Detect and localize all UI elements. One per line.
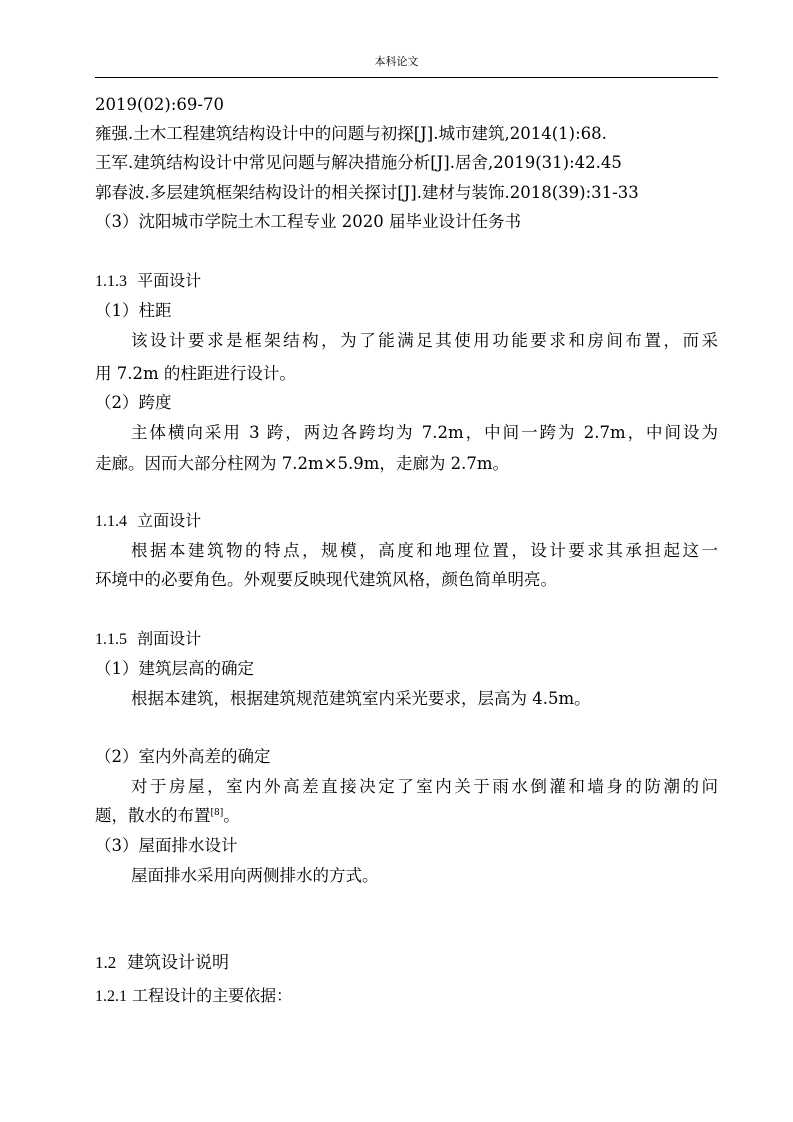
section-heading-1-1-5: [95, 629, 718, 650]
paragraph-line: 根据本建筑物的特点，规模，高度和地理位置，设计要求其承担起这一: [131, 541, 718, 560]
section-number: 1.1.4: [95, 513, 127, 530]
section-title: 剖面设计: [137, 629, 202, 648]
item-heading: （2）跨度: [95, 393, 172, 412]
paragraph-line: 根据本建筑，根据建筑规范建筑室内采光要求，层高为 4.5m。: [131, 689, 591, 708]
paragraph-line: 环境中的必要角色。外观要反映现代建筑风格，颜色简单明亮。: [95, 570, 557, 589]
section-heading-1-2: [95, 953, 718, 973]
section-number: 1.2.1: [95, 988, 127, 1005]
reference-line: 王军.建筑结构设计中常见问题与解决措施分析[J].居舍,2019(31):42.45: [95, 153, 622, 172]
section-title: 建筑设计说明: [127, 953, 230, 973]
paragraph-line: 走廊。因而大部分柱网为 7.2m×5.9m，走廊为 2.7m。: [95, 454, 509, 473]
reference-line: 雍强.土木工程建筑结构设计中的问题与初探[J].城市建筑,2014(1):68.: [95, 124, 607, 143]
section-heading-1-1-3: [95, 271, 718, 292]
section-number: 1.1.5: [95, 631, 127, 648]
item-heading: （1）建筑层高的确定: [95, 659, 254, 678]
paragraph-end: 。: [223, 806, 240, 825]
section-title: 工程设计的主要依据：: [132, 986, 293, 1005]
section-title: 立面设计: [137, 511, 202, 530]
section-heading-1-1-4: [95, 511, 718, 532]
header-rule: [95, 77, 718, 78]
section-title: 平面设计: [137, 271, 202, 290]
paragraph-text: 题，散水的布置: [95, 806, 211, 825]
reference-line: （3）沈阳城市学院土木工程专业 2020 届毕业设计任务书: [95, 212, 521, 231]
paragraph-line: [95, 806, 718, 826]
paragraph-line: 屋面排水采用向两侧排水的方式。: [131, 866, 379, 885]
paragraph-line: 主体横向采用 3 跨，两边各跨均为 7.2m，中间一跨为 2.7m，中间设为: [131, 423, 718, 442]
item-heading: （2）室内外高差的确定: [95, 747, 271, 766]
reference-line: 2019(02):69-70: [95, 95, 224, 114]
paragraph-line: 对于房屋，室内外高差直接决定了室内关于雨水倒灌和墙身的防潮的问: [131, 777, 718, 796]
citation-marker: [8]: [210, 808, 224, 818]
paragraph-line: 该设计要求是框架结构，为了能满足其使用功能要求和房间布置，而采: [131, 331, 718, 350]
paragraph-line: 用 7.2m 的柱距进行设计。: [95, 364, 296, 383]
item-heading: （1）柱距: [95, 301, 172, 320]
section-number: 1.1.3: [95, 273, 127, 290]
running-header: 本科论文: [374, 55, 419, 68]
reference-line: 郭春波.多层建筑框架结构设计的相关探讨[J].建材与装饰.2018(39):31-33: [95, 183, 639, 202]
section-number: 1.2: [95, 953, 117, 972]
section-heading-1-2-1: [95, 986, 718, 1007]
item-heading: （3）屋面排水设计: [95, 836, 238, 855]
